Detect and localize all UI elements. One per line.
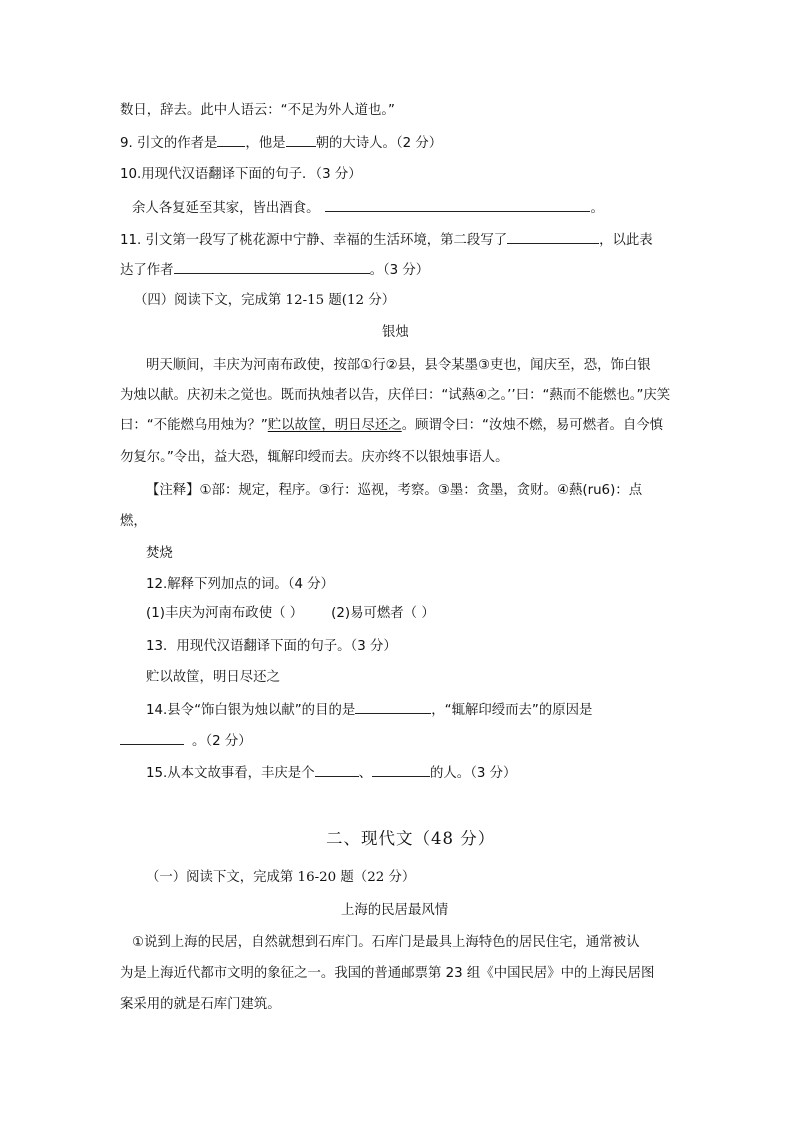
question-14-line2 [120, 731, 252, 752]
q15-text-b: 、 [358, 766, 372, 781]
question-10: 10.用现代汉语翻译下面的句子．（3 分） [120, 167, 362, 182]
q11-blank-2[interactable] [174, 260, 370, 274]
q11-text-a: 11. 引文第一段写了桃花源中宁静、幸福的生活环境，第二段写了 [120, 233, 508, 248]
q15-blank-1[interactable] [315, 763, 359, 777]
question-13: 13．用现代汉语翻译下面的句子。（3 分） [146, 639, 397, 654]
passage-line-4: 勿复尔。”令出，益大恐，辄解印绶而去。庆亦终不以银烛事语人。 [120, 450, 509, 465]
q15-text-a: 15.从本文故事看，丰庆是个 [146, 766, 315, 781]
question-11-line1 [120, 230, 653, 251]
q9-blank-dynasty[interactable] [286, 133, 316, 147]
passage-line-3 [120, 416, 663, 436]
q14-text-a: 14.县令“饰白银为烛以献”的目的是 [146, 703, 356, 718]
note-line-3: 焚烧 [146, 546, 173, 561]
passage-line-1: 明天顺间，丰庆为河南布政使，按部①行②县，县令某墨③吏也，闻庆至，恐，饰白银 [146, 358, 651, 373]
q15-blank-2[interactable] [372, 763, 430, 777]
question-15 [146, 763, 516, 784]
note-line-1: 【注释】①部：规定，程序。③行：巡视，考察。③墨：贪墨，贪财。④爇(ru6)：点 [146, 483, 643, 498]
q13-sentence: 贮以故筐，明日尽还之 [146, 670, 280, 685]
q10-end: 。 [590, 201, 604, 216]
part2-header: （一）阅读下文，完成第 16-20 题（22 分） [146, 870, 416, 885]
question-14-line1 [146, 700, 592, 721]
note-line-2: 燃， [120, 514, 147, 529]
section4-title: 银烛 [382, 325, 409, 340]
q10-answer-blank[interactable] [325, 198, 590, 212]
q11-blank-1[interactable] [507, 230, 599, 244]
passage-line-3a: 曰：“不能燃乌用烛为？” [120, 418, 268, 433]
q14-blank-2[interactable] [120, 731, 184, 745]
q14-text-b: ，“辄解印绶而去”的原因是 [431, 703, 593, 718]
section4-header: （四）阅读下文，完成第 12-15 题(12 分） [134, 293, 396, 308]
q10-sentence-line [132, 198, 604, 219]
q10-sentence: 余人各复延至其家，皆出酒食。 [132, 201, 320, 216]
q12-item-1: (1)丰庆为河南布政使（ ） [146, 606, 304, 621]
question-9 [120, 133, 442, 154]
article-line-2: 为是上海近代都市文明的象征之一。我国的普通邮票第 23 组《中国民居》中的上海民居图 [120, 966, 655, 981]
q11-text-c: 达了作者 [120, 263, 174, 278]
question-11-line2 [120, 260, 429, 281]
q9-blank-author[interactable] [217, 133, 245, 147]
q14-blank-1[interactable] [355, 700, 431, 714]
article-title: 上海的民居最风情 [341, 903, 449, 918]
q12-items [146, 604, 435, 624]
q9-text-b: ，他是 [245, 136, 286, 151]
q9-text-a: 9. 引文的作者是 [120, 136, 218, 151]
underlined-sentence: 贮以故筐，明日尽还之 [267, 418, 402, 433]
part2-title: 二、现代文（48 分） [326, 829, 496, 848]
prev-text-line: 数日，辞去。此中人语云：“不足为外人道也。” [120, 103, 395, 118]
q11-text-b: ，以此表 [599, 233, 653, 248]
passage-line-2: 为烛以献。庆初未之觉也。既而执烛者以告，庆佯曰：“试爇④之。’’曰：“爇而不能燃也。”庆笑 [120, 388, 671, 403]
passage-line-3b: 。顾谓令曰：“汝烛不燃，易可燃者。自今慎 [401, 418, 664, 433]
q14-text-c: 。（2 分） [192, 734, 252, 749]
question-12: 12.解释下列加点的词。（4 分） [146, 577, 335, 592]
article-line-1: ①说到上海的民居，自然就想到石库门。石库门是最具上海特色的居民住宅，通常被认 [132, 935, 640, 950]
q9-text-c: 朝的大诗人。（2 分） [315, 136, 443, 151]
q11-text-d: 。（3 分） [369, 263, 430, 278]
q15-text-c: 的人。（3 分） [429, 766, 517, 781]
article-line-3: 案采用的就是石库门建筑。 [120, 997, 281, 1012]
q12-item-2: (2)易可燃者（ ） [331, 606, 435, 621]
